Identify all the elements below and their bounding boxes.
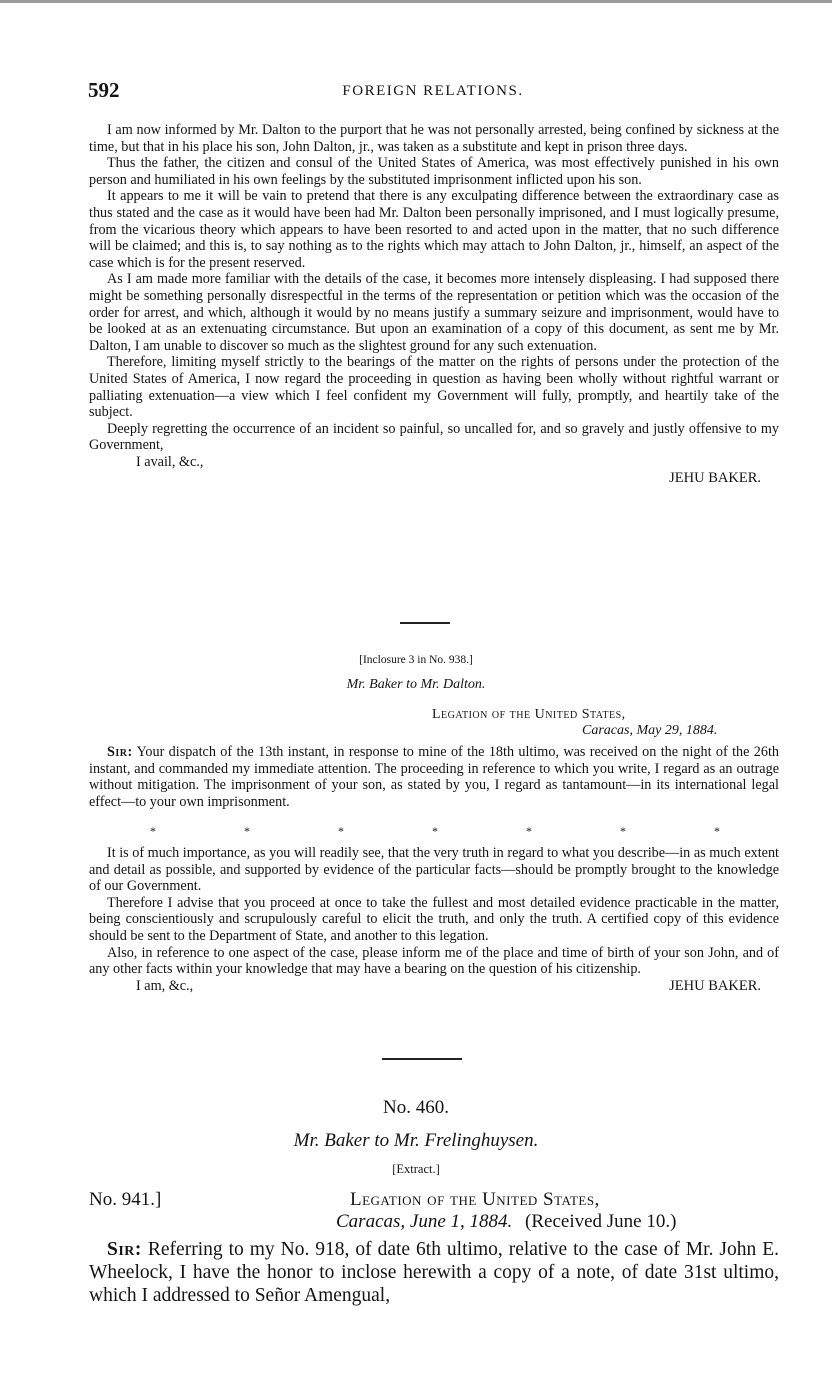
star: * (620, 824, 626, 838)
inclosure-heading: Mr. Baker to Mr. Dalton. (346, 677, 486, 692)
dispatch-number: No. 460. (383, 1097, 449, 1118)
star: * (432, 824, 438, 838)
paragraph (89, 1238, 779, 1307)
inclosure-paragraph (89, 744, 779, 810)
paragraph: Therefore, limiting myself strictly to the bearings of the matter on the rights of persons under the protection of the United States of America, I now regard the proceeding in question as having been wholly without rightful warrant or palliating extenuation—a view which I feel confident my Government will fully, promptly, and heartily take of the subject. (89, 354, 779, 421)
dateline-date: May 29, 1884. (636, 723, 718, 738)
page-number: 592 (88, 78, 120, 102)
ellipsis-stars (150, 824, 720, 839)
paragraph (89, 744, 779, 810)
dateline (582, 723, 717, 739)
salutation: Sir: (107, 744, 133, 760)
paragraph: It is of much importance, as you will readily see, that the very truth in regard to what you describe—in as much extent and detail as possible, and supported by evidence of the particular facts—should be promptly brought to the knowledge of our Government. (89, 845, 779, 895)
signature: JEHU BAKER. (669, 470, 761, 487)
inclosure-body (89, 845, 779, 994)
dispatch-heading: Mr. Baker to Mr. Frelinghuysen. (293, 1130, 539, 1151)
paragraph: Thus the father, the citizen and consul of the United States of America, was most effectively punished in his own person and humiliated in his own feelings by the substituted imprisonment inflicted upon his son. (89, 155, 779, 188)
star: * (338, 824, 344, 838)
running-title: FOREIGN RELATIONS. (342, 83, 524, 99)
closing: I am, &c., (136, 977, 194, 994)
dateline-place: Caracas, (336, 1211, 406, 1232)
dispatch-body (89, 1238, 779, 1307)
letter-body (89, 122, 779, 487)
section-divider (400, 622, 450, 624)
reference-number: No. 941.] (89, 1189, 162, 1210)
paragraph: Also, in reference to one aspect of the case, please inform me of the place and time of birth of your son John, and of any other facts within your knowledge that may have a bearing on the question of his citizenship. (89, 944, 779, 978)
star: * (244, 824, 250, 838)
paragraph-text: Your dispatch of the 13th instant, in response to mine of the 18th ultimo, was received on the night of the 26th instant, and commanded my immediate attention. The proceeding in reference to which you write, I regard as an outrage without mitigation. The imprisonment of your son, as stated by you, I regard as tantamount—in its international legal effect—to your own imprisonment. (89, 744, 779, 810)
paragraph: It appears to me it will be vain to pretend that there is any exculpating difference between the extraordinary case as thus stated and the case as it would have been had Mr. Dalton been personally imprisoned, and I must logically presume, from the vicarious theory which appears to have been resorted to and acted upon in the matter, that no such difference will be claimed; and this is, to say nothing as to the rights which may attach to John Dalton, jr., himself, an aspect of the case which is for the present reserved. (89, 188, 779, 271)
paragraph: Therefore I advise that you proceed at once to take the fullest and most detailed evidence practicable in the matter, being conscientiously and scrupulously careful to elicit the truth, and only the truth. A certified copy of this evidence should be sent to the Department of State, and another to this legation. (89, 894, 779, 944)
extract-label: [Extract.] (392, 1162, 440, 1176)
section-divider (382, 1058, 462, 1060)
received-note: (Received June 10.) (525, 1211, 677, 1232)
legation-line: Legation of the United States, (350, 1189, 600, 1210)
dateline-place: Caracas, (582, 723, 633, 738)
page-header (88, 78, 778, 104)
dateline (336, 1211, 676, 1233)
paragraph-text: Referring to my No. 918, of date 6th ultimo, relative to the case of Mr. John E. Wheelock, I have the honor to inclose herewith a copy of a note, of date 31st ultimo, which I addressed to Señor Amengual, (89, 1239, 780, 1306)
salutation: Sir: (107, 1239, 142, 1260)
legation-line: Legation of the United States, (432, 707, 626, 722)
star: * (526, 824, 532, 838)
top-border (0, 0, 832, 3)
paragraph: As I am made more familiar with the details of the case, it becomes more intensely displeasing. I had supposed there might be something personally disrespectful in the terms of the representation or petition which was the occasion of the order for arrest, and which, although it would by no means justify a summary seizure and imprisonment, would have to be looked at as an extenuating circumstance. But upon an examination of a copy of this document, as sent me by Mr. Dalton, I am unable to discover so much as the slightest ground for any such extenuation. (89, 271, 779, 354)
star: * (150, 824, 156, 838)
star: * (714, 824, 720, 838)
dateline-date: June 1, 1884. (409, 1211, 513, 1232)
closing: I avail, &c., (136, 453, 204, 470)
paragraph: Deeply regretting the occurrence of an incident so painful, so uncalled for, and so gravely and justly offensive to my Government, (89, 420, 779, 454)
inclosure-label: [Inclosure 3 in No. 938.] (359, 654, 473, 666)
paragraph: I am now informed by Mr. Dalton to the purport that he was not personally arrested, being confined by sickness at the time, but that in his place his son, John Dalton, jr., was taken as a substitute and kept in prison three days. (89, 122, 779, 155)
signature: JEHU BAKER. (669, 977, 761, 994)
